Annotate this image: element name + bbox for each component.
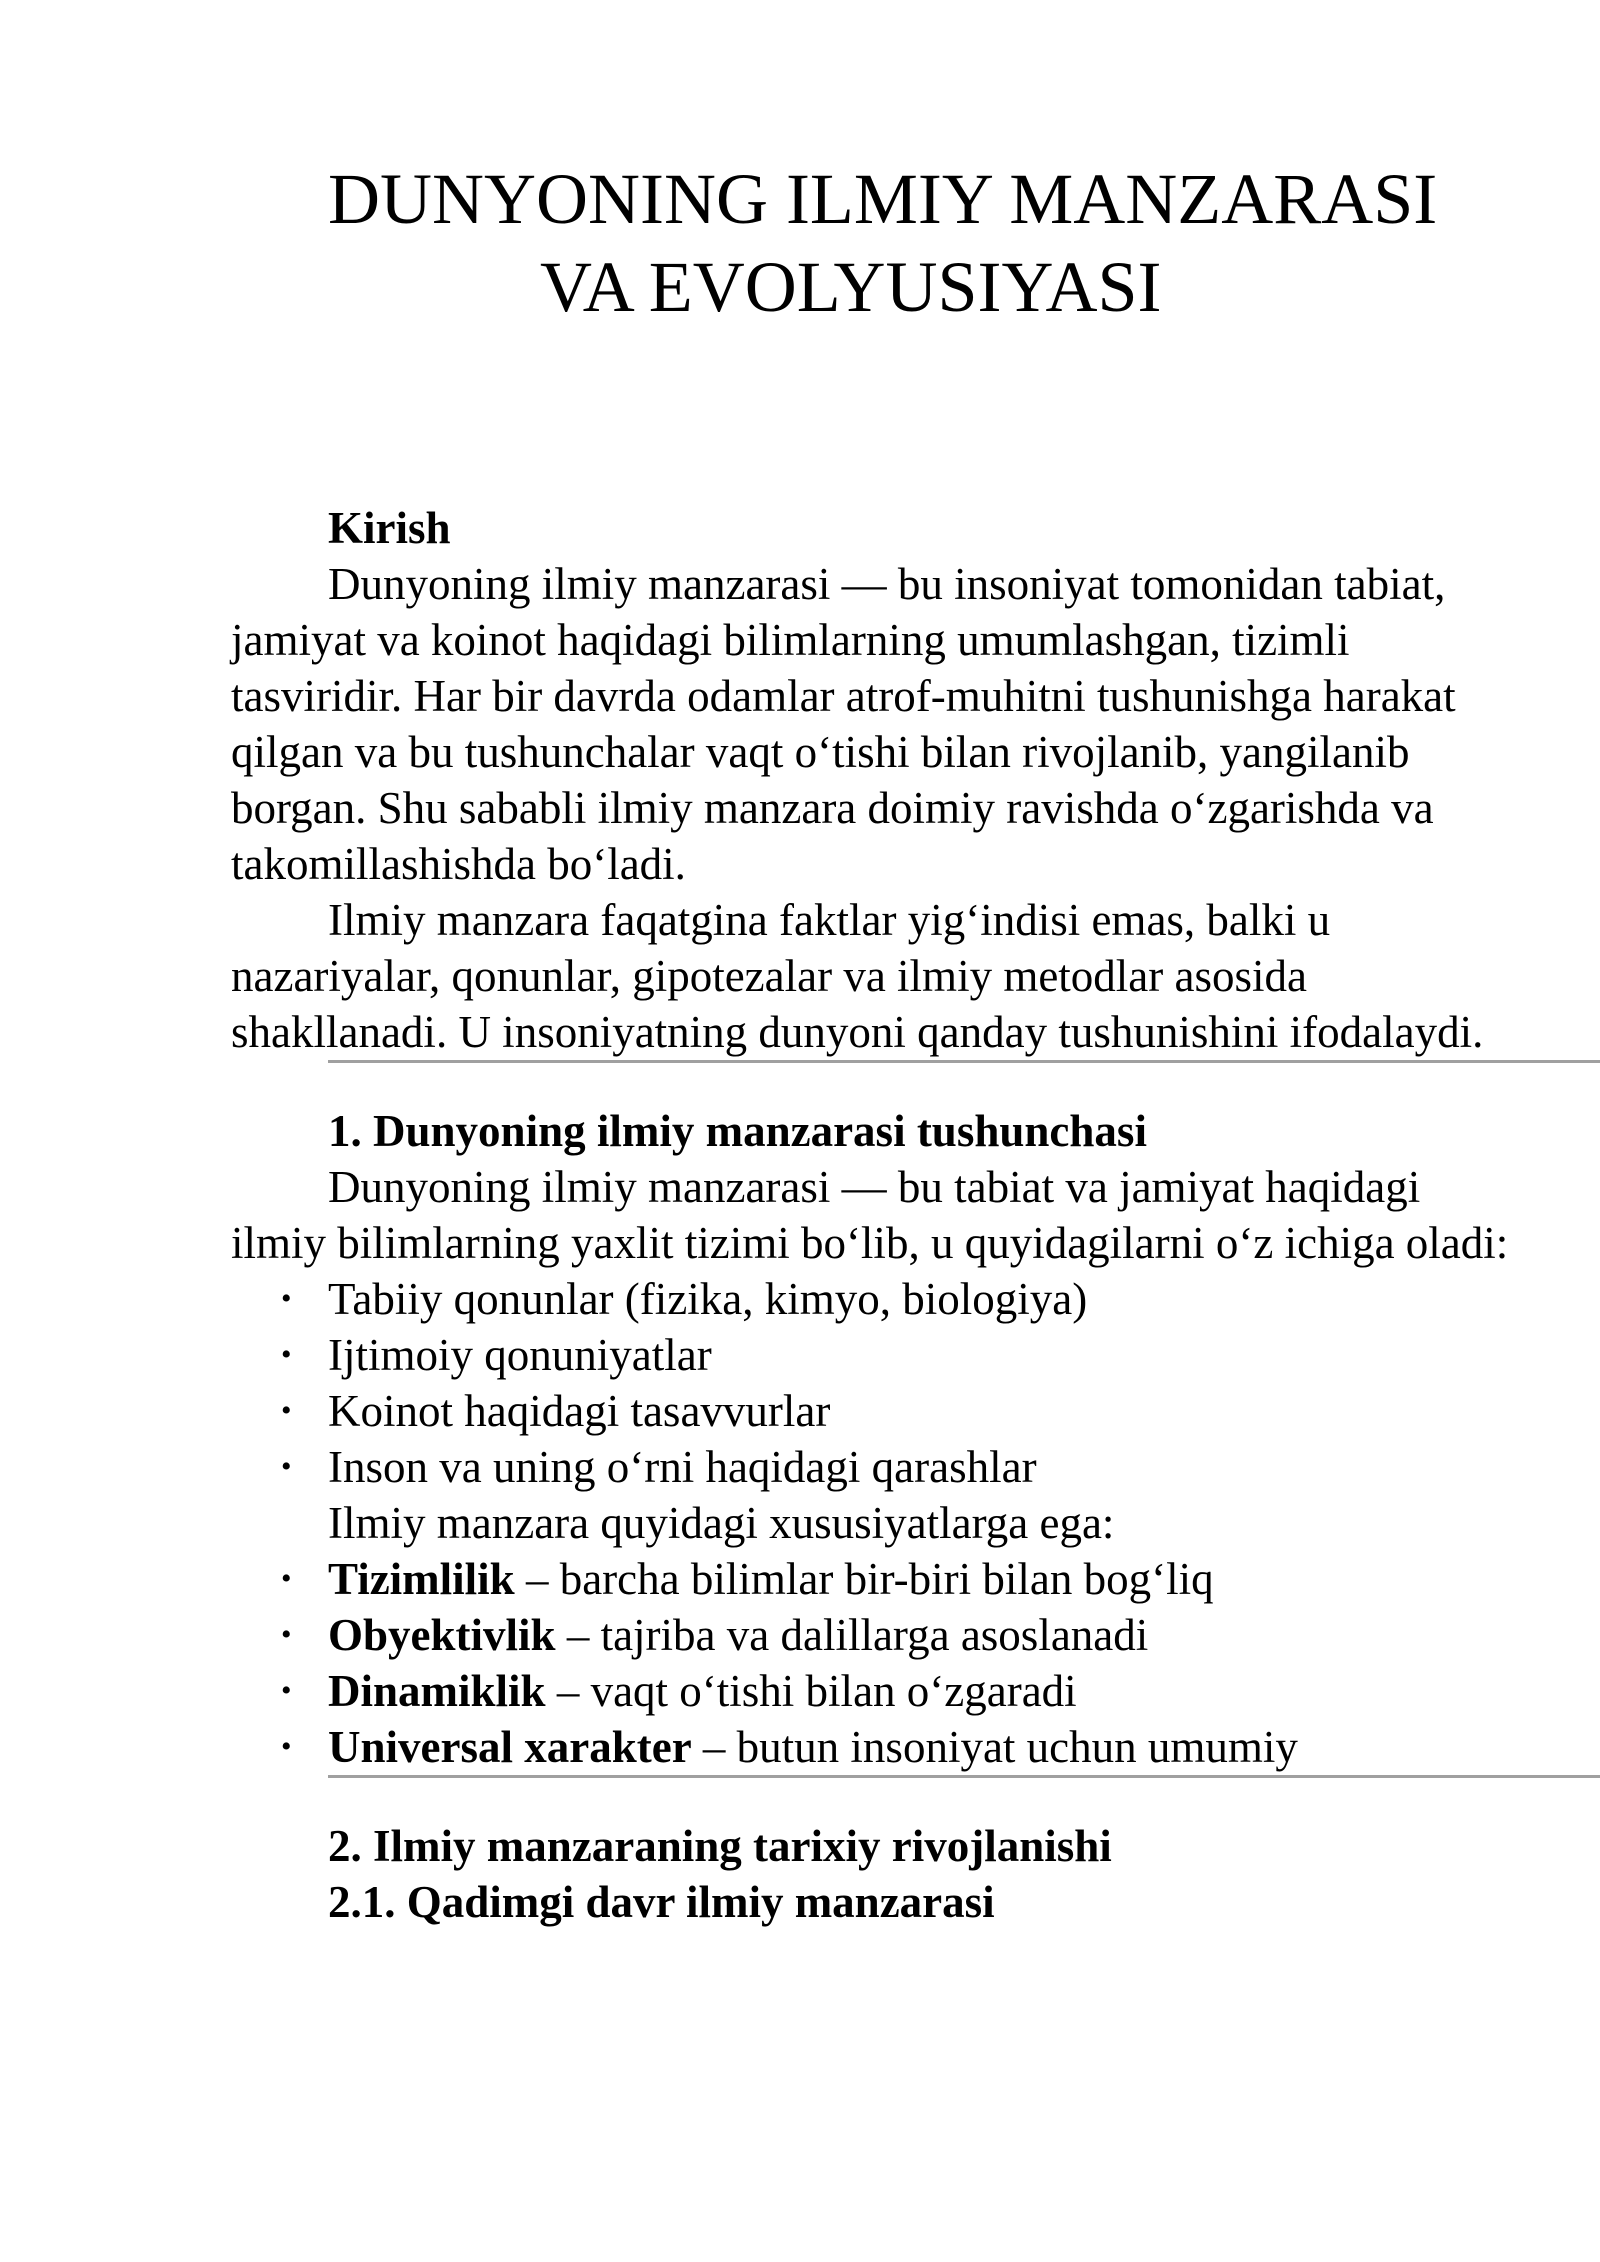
- section-1-paragraph: Dunyoning ilmiy manzarasi — bu tabiat va jamiyat haqidagi ilmiy bilimlarning yaxlit tizimi bo‘lib, u quyidagilarni o‘z ichiga oladi:: [231, 1162, 1509, 1268]
- document-title: [0, 155, 1600, 331]
- section-1-heading: 1. Dunyoning ilmiy manzarasi tushunchasi: [328, 1106, 1147, 1156]
- title-line-1: DUNYONING ILMIY MANZARASI: [328, 159, 1438, 239]
- intro-paragraph-1: Dunyoning ilmiy manzarasi — bu insoniyat tomonidan tabiat, jamiyat va koinot haqidagi bilimlarning umumlashgan, tizimli tasviridir. Har bir davrda odamlar atrof-muhitni tushunishga harakat qilgan va bu tushunchalar vaqt o‘tishi bilan rivojlanib, yangilanib borgan. Shu sababli ilmiy manzara doimiy ravishda o‘zgarishda va takomillashishda bo‘ladi.: [231, 559, 1456, 889]
- property-term: Tizimlilik: [328, 1554, 515, 1604]
- list-item: [231, 1551, 1511, 1607]
- properties-intro: Ilmiy manzara quyidagi xususiyatlarga ega:: [328, 1498, 1115, 1548]
- bullet-icon: •: [281, 1394, 292, 1427]
- document-body: [231, 500, 1511, 1930]
- list-item-text: Inson va uning o‘rni haqidagi qarashlar: [328, 1442, 1037, 1492]
- list-item: [231, 1271, 1511, 1327]
- intro-paragraph-2: Ilmiy manzara faqatgina faktlar yig‘indisi emas, balki u nazariyalar, qonunlar, gipotezalar va ilmiy metodlar asosida shakllanadi. U insoniyatning dunyoni qanday tushunishini ifodalaydi.: [231, 895, 1484, 1057]
- bullet-icon: •: [281, 1674, 292, 1707]
- property-description: – tajriba va dalillarga asoslanadi: [555, 1610, 1149, 1660]
- property-description: – vaqt o‘tishi bilan o‘zgaradi: [545, 1666, 1077, 1716]
- bullet-icon: •: [281, 1282, 292, 1315]
- property-description: – barcha bilimlar bir-biri bilan bog‘liq: [514, 1554, 1214, 1604]
- properties-list: [231, 1551, 1511, 1775]
- section-divider: [328, 1775, 1600, 1778]
- bullet-icon: •: [281, 1338, 292, 1371]
- title-line-2: VA EVOLYUSIYASI: [540, 247, 1162, 327]
- section-divider: [328, 1060, 1600, 1063]
- property-term: Universal xarakter: [328, 1722, 692, 1772]
- list-item: [231, 1327, 1511, 1383]
- list-item: [231, 1439, 1511, 1495]
- list-item: [231, 1607, 1511, 1663]
- property-description: – butun insoniyat uchun umumiy: [691, 1722, 1298, 1772]
- intro-heading: Kirish: [328, 503, 451, 553]
- property-term: Dinamiklik: [328, 1666, 546, 1716]
- bullet-icon: •: [281, 1730, 292, 1763]
- bullet-icon: •: [281, 1450, 292, 1483]
- components-list: [231, 1271, 1511, 1495]
- bullet-icon: •: [281, 1562, 292, 1595]
- list-item: [231, 1383, 1511, 1439]
- list-item-text: Ijtimoiy qonuniyatlar: [328, 1330, 712, 1380]
- list-item: [231, 1719, 1511, 1775]
- bullet-icon: •: [281, 1618, 292, 1651]
- list-item-text: Koinot haqidagi tasavvurlar: [328, 1386, 831, 1436]
- list-item-text: Tabiiy qonunlar (fizika, kimyo, biologiya): [328, 1274, 1088, 1324]
- section-2-1-heading: 2.1. Qadimgi davr ilmiy manzarasi: [328, 1877, 995, 1927]
- property-term: Obyektivlik: [328, 1610, 556, 1660]
- list-item: [231, 1663, 1511, 1719]
- section-2-heading: 2. Ilmiy manzaraning tarixiy rivojlanishi: [328, 1821, 1112, 1871]
